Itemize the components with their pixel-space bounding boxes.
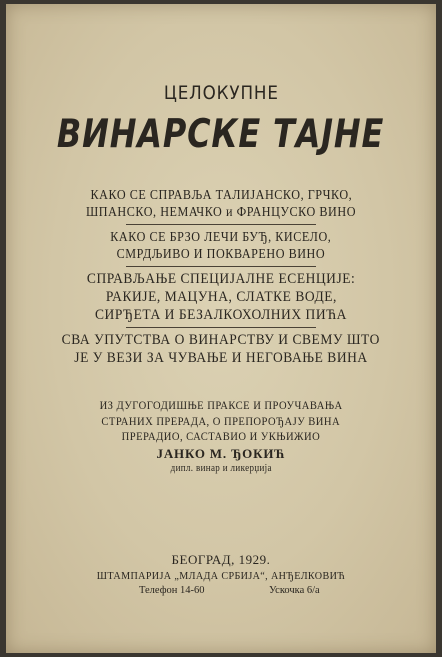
city-year: БЕОГРАД, 1929. (171, 552, 271, 567)
block-wine-cure: КАКО СЕ БРЗО ЛЕЧИ БУЂ, КИСЕЛО, СМРДЉИВО И ПОКВАРЕНО ВИНО (110, 229, 332, 261)
cover-pretitle: ЦЕЛОКУПНЕ (163, 82, 279, 104)
source-note: ИЗ ДУГОГОДИШЊЕ ПРАКСЕ И ПРОУЧАВАЊА СТРАНИХ ПРЕРАДА, О ПРЕПОРОЂАЈУ ВИНА ПРЕРАДИО, САСТАВИО И УКЊИЖИО (99, 400, 343, 443)
author-title: дипл. винар и ликерџија (170, 463, 272, 474)
printer-address: Ускочка 6/а (269, 585, 320, 596)
block-wine-types: КАКО СЕ СПРАВЉА ТАЛИЈАНСКО, ГРЧКО, ШПАНСКО, НЕМАЧКО и ФРАНЦУСКО ВИНО (85, 187, 356, 219)
printer-phone: Телефон 14-60 (139, 585, 205, 596)
divider (126, 327, 316, 328)
block-essences: СПРАВЉАЊЕ СПЕЦИЈАЛНЕ ЕСЕНЦИЈЕ: РАКИЈЕ, МАЦУНА, СЛАТКЕ ВОДЕ, СИРЂЕТА И БЕЗАЛКОХОЛНИХ ПИЋА (86, 271, 356, 323)
book-cover (6, 4, 436, 653)
block-instructions: СВА УПУТСТВА О ВИНАРСТВУ И СВЕМУ ШТО ЈЕ У ВЕЗИ ЗА ЧУВАЊЕ И НЕГОВАЊЕ ВИНА (61, 332, 381, 366)
printer: ШТАМПАРИЈА „МЛАДА СРБИЈА“, АНЂЕЛКОВИЋ (96, 570, 346, 582)
cover-title: ВИНАРСКЕ ТАЈНЕ (57, 112, 385, 157)
divider (126, 224, 316, 225)
divider (126, 266, 316, 267)
author-name: ЈАНКО М. ЂОКИЋ (156, 446, 286, 461)
